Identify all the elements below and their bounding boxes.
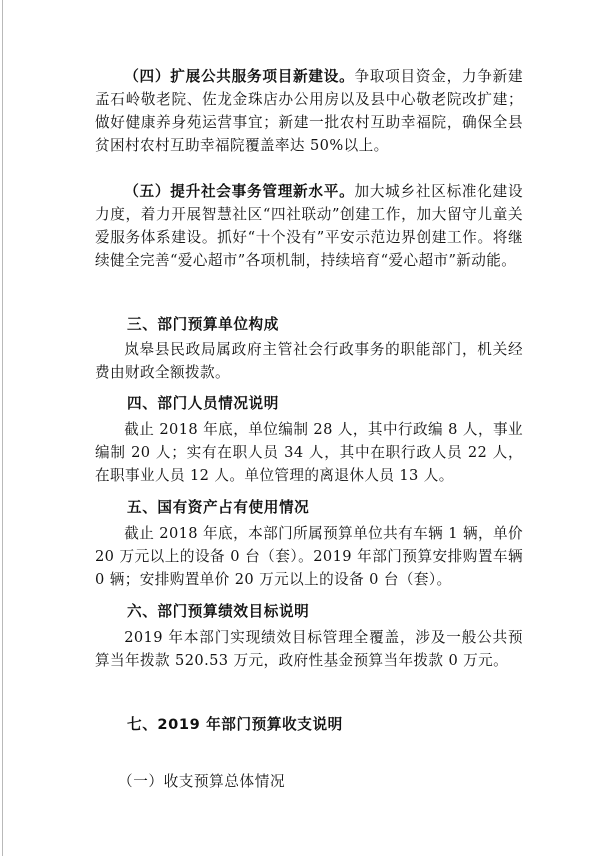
paragraph-personnel: 截止 2018 年底，单位编制 28 人，其中行政编 8 人，事业编制 20 人；实有在职人员 34 人，其中在职行政人员 22 人，在职事业人员 12 人。单位管理的离退休人员 13 人。 <box>95 421 523 484</box>
page-border <box>2 0 3 856</box>
paragraph-unit-composition: 岚皋县民政局属政府主管社会行政事务的职能部门，机关经费由财政全额拨款。 <box>95 341 523 381</box>
heading-performance-goals: 六、部门预算绩效目标说明 <box>127 603 310 620</box>
heading-assets: 五、国有资产占有使用情况 <box>127 499 310 516</box>
paragraph-lead: （四）扩展公共服务项目新建设。 <box>124 68 355 85</box>
heading-personnel: 四、部门人员情况说明 <box>127 395 279 412</box>
paragraph-body: 争取项目资金，力争新建孟石岭敬老院、佐龙金珠店办公用房以及县中心敬老院改扩建；做好健康养身苑运营事宜；新建一批农村互助幸福院，确保全县贫困村农村互助幸福院覆盖率达 50%以上。 <box>95 68 523 154</box>
paragraph-lead: （五）提升社会事务管理新水平。 <box>124 183 355 200</box>
subheading-overall-budget: （一）收支预算总体情况 <box>118 773 286 790</box>
paragraph-social-affairs <box>95 180 523 272</box>
heading-unit-composition: 三、部门预算单位构成 <box>127 316 279 333</box>
paragraph-body: 加大城乡社区标准化建设力度，着力开展智慧社区“四社联动”创建工作，加大留守儿童关爱服务体系建设。抓好“十个没有”平安示范边界创建工作。将继续健全完善“爱心超市”各项机制，持续培育“爱心超市”新动能。 <box>95 183 523 269</box>
paragraph-performance-goals: 2019 年本部门实现绩效目标管理全覆盖，涉及一般公共预算当年拨款 520.53 万元，政府性基金预算当年拨款 0 万元。 <box>95 629 523 669</box>
heading-budget-income-expenditure: 七、2019 年部门预算收支说明 <box>127 716 343 733</box>
paragraph-assets: 截止 2018 年底，本部门所属预算单位共有车辆 1 辆，单价 20 万元以上的设备 0 台（套）。2019 年部门预算安排购置车辆 0 辆；安排购置单价 20 万元以上的设备 0 台（套）。 <box>95 525 523 588</box>
paragraph-public-service <box>95 65 523 157</box>
